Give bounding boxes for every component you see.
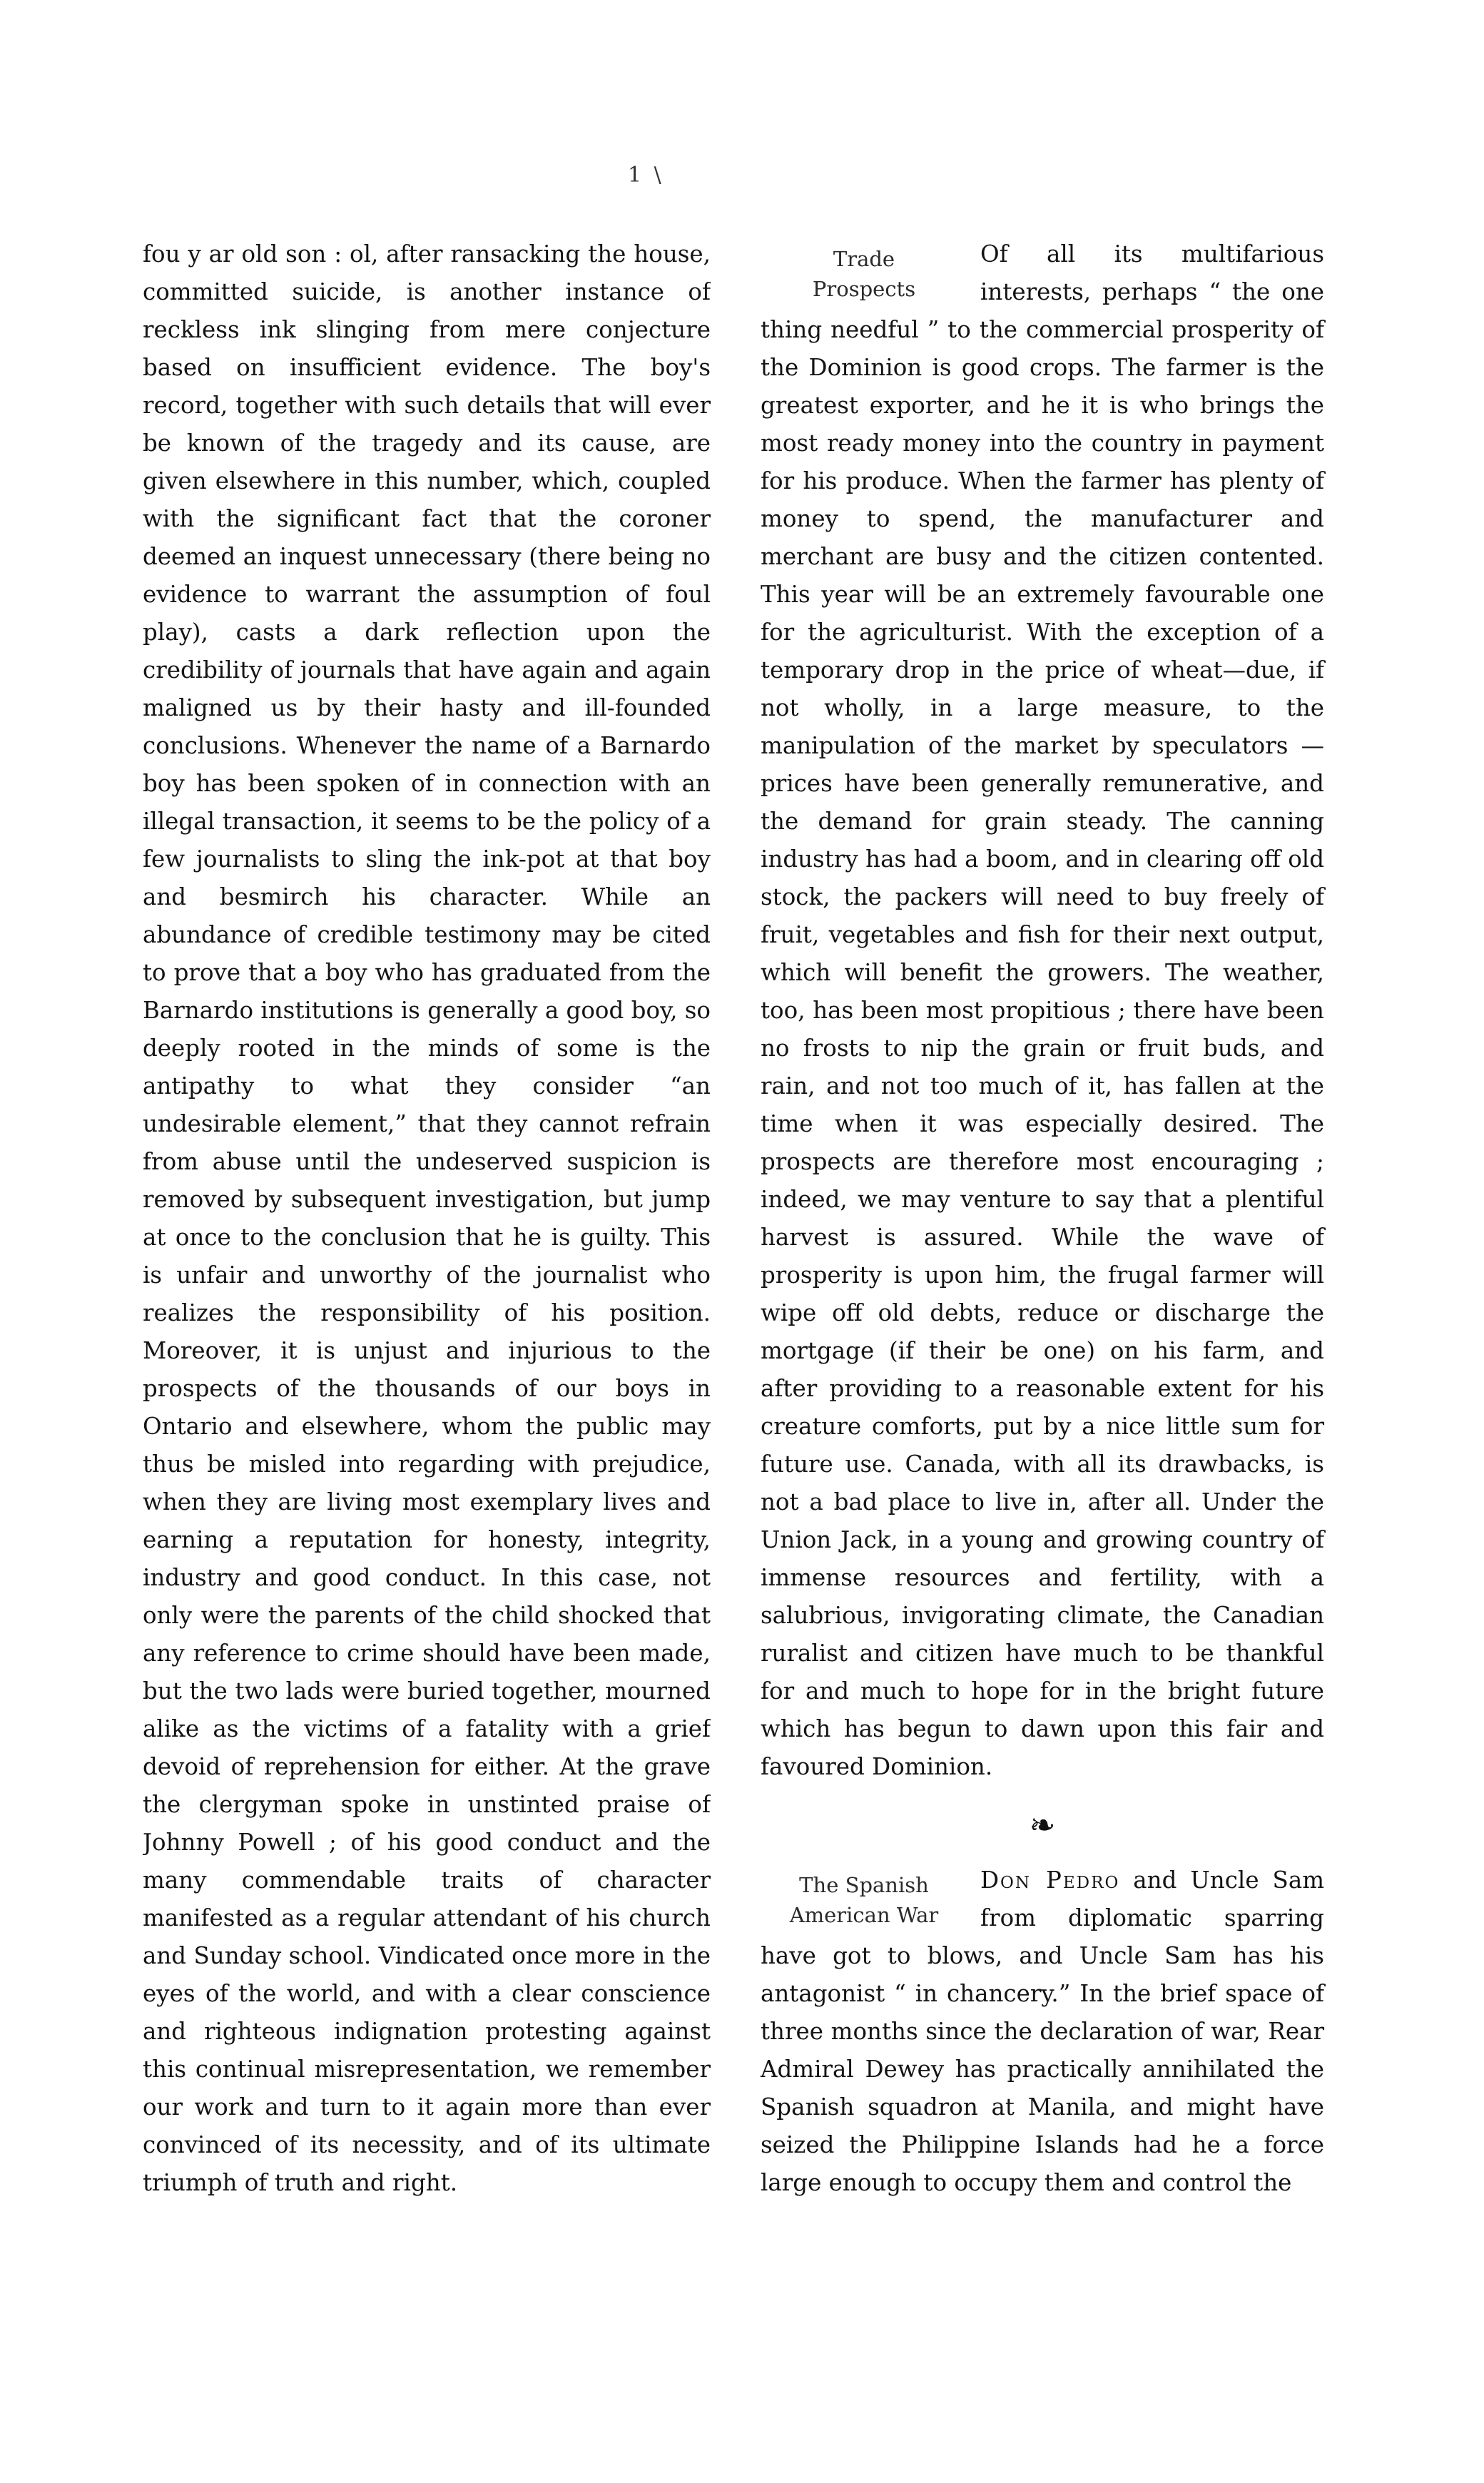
sidenote-trade-prospects	[761, 244, 967, 304]
paragraph-body: and Uncle Sam from diplomatic sparring have got to blows, and Uncle Sam has his antagonist “ in chancery.” In the brief space of three months since the declaration of war, Rear Admiral Dewey has practically annihilated the Spanish squadron at Manila, and might have seized the Philippine Islands had he a force large enough to occupy them and control the	[761, 1867, 1325, 2196]
left-column-paragraph: fou y ar old son : ol, after ransacking the house, committed suicide, is another instance of reckless ink slinging from mere conjecture based on insufficient evidence. The boy's record, together with such details that will ever be known of the tragedy and its cause, are given elsewhere in this number, which, coupled with the significant fact that the coroner deemed an inquest unnecessary (there being no evidence to warrant the assumption of foul play), casts a dark reflection upon the credibility of journals that have again and again maligned us by their hasty and ill-founded conclusions. Whenever the name of a Barnardo boy has been spoken of in connection with an illegal transaction, it seems to be the policy of a few journalists to sling the ink-pot at that boy and besmirch his character. While an abundance of credible testimony may be cited to prove that a boy who has graduated from the Barnardo institutions is generally a good boy, so deeply rooted in the minds of some is the antipathy to what they consider “an undesirable element,” that they cannot refrain from abuse until the undeserved suspicion is removed by subsequent investigation, but jump at once to the conclusion that he is guilty. This is unfair and unworthy of the journalist who realizes the responsibility of his position. Moreover, it is unjust and injurious to the prospects of the thousands of our boys in Ontario and elsewhere, whom the public may thus be misled into regarding with prejudice, when they are living most exemplary lives and earning a reputation for honesty, integrity, industry and good conduct. In this case, not only were the parents of the child shocked that any reference to crime should have been made, but the two lads were buried together, mourned alike as the victims of a fatality with a grief devoid of reprehension for either. At the grave the clergyman spoke in unstinted praise of Johnny Powell ; of his good conduct and the many commendable traits of character manifested as a regular attendant of his church and Sunday school. Vindicated once more in the eyes of the world, and with a clear conscience and righteous indignation protesting against this continual misrepresentation, we remember our work and turn to it again more than ever convinced of its necessity, and of its ultimate triumph of truth and right.	[143, 240, 711, 2196]
trade-prospects-paragraph: Of all its multifarious interests, perhaps “ the one thing needful ” to the commercial prosperity of the Dominion is good crops. The farmer is the greatest exporter, and he it is who brings the most ready money into the country in payment for his produce. When the farmer has plenty of money to spend, the manufacturer and merchant are busy and the citizen contented. This year will be an extremely favourable one for the agriculturist. With the exception of a temporary drop in the price of wheat—due, if not wholly, in a large measure, to the manipulation of the market by speculators —prices have been generally remunerative, and the demand for grain steady. The canning industry has had a boom, and in clearing off old stock, the packers will need to buy freely of fruit, vegetables and fish for their next output, which will benefit the growers. The weather, too, has been most propitious ; there have been no frosts to nip the grain or fruit buds, and rain, and not too much of it, has fallen at the time when it was especially desired. The prospects are therefore most encouraging ; indeed, we may venture to say that a plentiful harvest is assured. While the wave of prosperity is upon him, the frugal farmer will wipe off old debts, reduce or discharge the mortgage (if their be one) on his farm, and after providing to a reasonable extent for his creature comforts, put by a nice little sum for future use. Canada, with all its drawbacks, is not a bad place to live in, after all. Under the Union Jack, in a young and growing country of immense resources and fertility, with a salubrious, invigorating climate, the Canadian ruralist and citizen have much to be thankful for and much to hope for in the bright future which has begun to dawn upon this fair and favoured Dominion.	[761, 240, 1324, 1780]
page-number: 1 \	[628, 163, 664, 188]
sidenote-line: The Spanish	[799, 1873, 929, 1897]
sidenote-spanish-american-war	[761, 1870, 967, 1930]
sidenote-line: American War	[789, 1903, 939, 1927]
sidenote-line: Trade	[833, 247, 895, 271]
sidenote-line: Prospects	[812, 277, 916, 301]
right-column	[761, 235, 1324, 2202]
left-column	[143, 235, 711, 2362]
paragraph-lead-in: Don Pedro	[980, 1867, 1120, 1894]
section-ornament: ❧	[1029, 1807, 1056, 1844]
